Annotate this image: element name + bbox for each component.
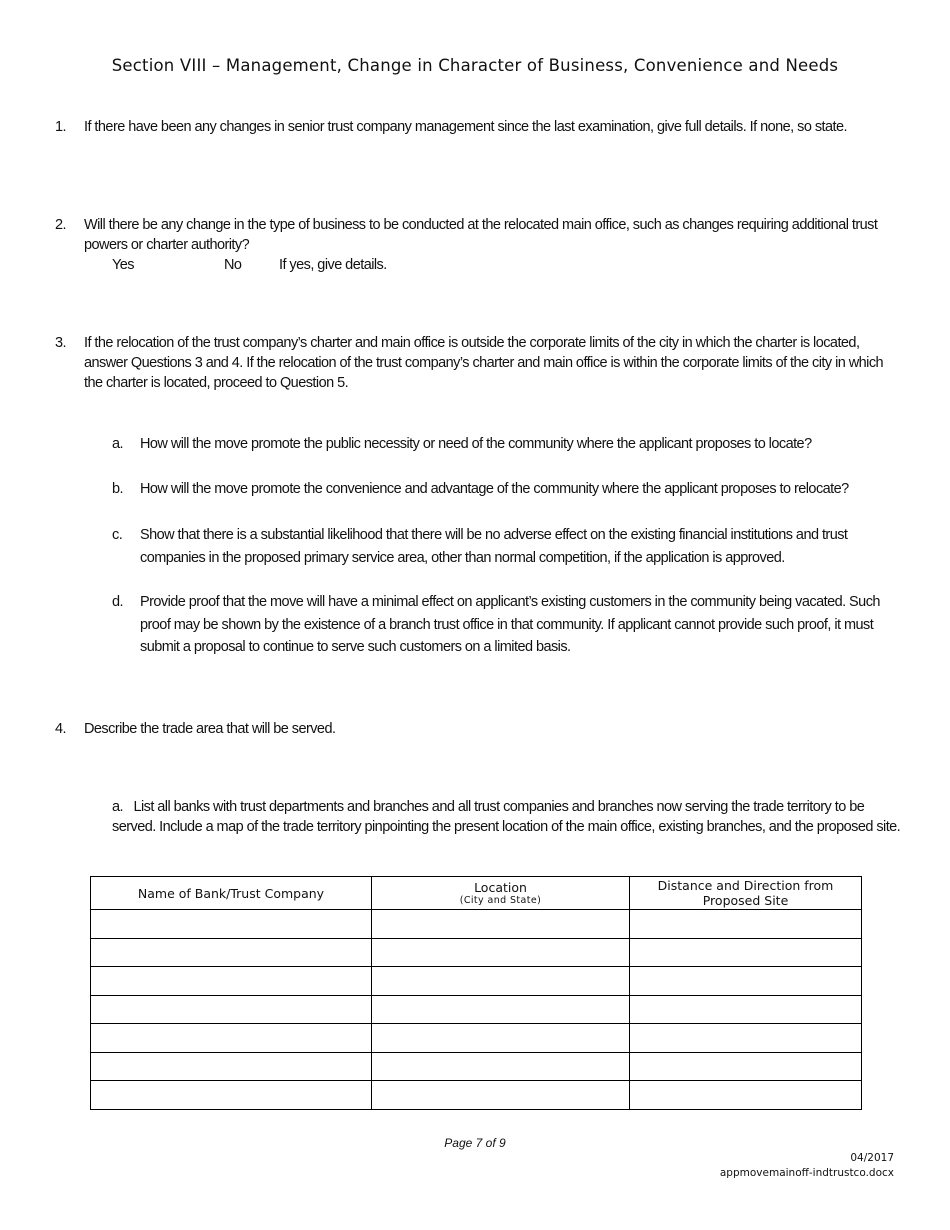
no-option[interactable]: No	[224, 257, 242, 273]
table-row	[91, 910, 862, 939]
question-3	[55, 333, 895, 393]
question-4	[55, 719, 895, 739]
table-cell[interactable]	[372, 995, 630, 1024]
question-3d	[112, 591, 892, 659]
question-number: 4.	[55, 721, 66, 737]
yes-no-row	[55, 255, 895, 275]
table-row	[91, 1052, 862, 1081]
question-number: 2.	[55, 217, 66, 233]
sub-text: Provide proof that the move will have a minimal effect on applicant’s existing customers in the community being vacated. Such proof may be shown by the existence of a branch trust office in that community. If applicant cannot provide such proof, it must submit a proposal to continue to serve such customers on a limited basis.	[140, 594, 880, 655]
sub-letter: a.	[112, 799, 123, 815]
table-cell[interactable]	[372, 938, 630, 967]
table-cell[interactable]	[372, 1024, 630, 1053]
sub-letter: c.	[112, 527, 123, 543]
table-cell[interactable]	[630, 910, 862, 939]
table-row	[91, 1024, 862, 1053]
form-date: 04/2017	[850, 1152, 894, 1164]
table-cell[interactable]	[630, 1024, 862, 1053]
table-row	[91, 967, 862, 996]
question-text: If there have been any changes in senior trust company management since the last examination, give full details. If none, so state.	[84, 119, 847, 135]
table-cell[interactable]	[630, 1081, 862, 1110]
table-cell[interactable]	[372, 967, 630, 996]
column-header-location: Location (City and State)	[372, 877, 630, 910]
table-row	[91, 995, 862, 1024]
table-cell[interactable]	[372, 1081, 630, 1110]
table-cell[interactable]	[91, 910, 372, 939]
table-cell[interactable]	[91, 995, 372, 1024]
question-3c	[112, 524, 892, 569]
section-title: Section VIII – Management, Change in Character of Business, Convenience and Needs	[111, 56, 839, 75]
sub-letter: d.	[112, 594, 123, 610]
question-2	[55, 215, 895, 275]
question-4a	[112, 797, 902, 837]
table-cell[interactable]	[372, 1052, 630, 1081]
page-number: Page 7 of 9	[444, 1136, 506, 1150]
sub-text: List all banks with trust departments and branches and all trust companies and branches now serving the trade territory to be served. Include a map of the trade territory pinpointing the present location of the main office, existing branches, and the proposed site.	[112, 799, 901, 835]
table-row	[91, 938, 862, 967]
question-text: Will there be any change in the type of business to be conducted at the relocated main office, such as changes requiring additional trust powers or charter authority?	[84, 217, 878, 253]
table-cell[interactable]	[91, 1052, 372, 1081]
sub-text: Show that there is a substantial likelihood that there will be no adverse effect on the existing financial institutions and trust companies in the proposed primary service area, other than normal competition, if the application is approved.	[140, 527, 848, 566]
sub-letter: b.	[112, 481, 123, 497]
file-name: appmovemainoff-indtrustco.docx	[719, 1167, 894, 1179]
table-cell[interactable]	[630, 1052, 862, 1081]
question-1	[55, 117, 895, 137]
question-3b	[112, 478, 892, 501]
table-header-row	[91, 877, 862, 910]
question-text: Describe the trade area that will be served.	[84, 721, 336, 737]
sub-text: How will the move promote the convenience and advantage of the community where the applicant proposes to relocate?	[140, 481, 849, 497]
table-cell[interactable]	[91, 938, 372, 967]
table-row	[91, 1081, 862, 1110]
question-number: 3.	[55, 335, 66, 351]
table-cell[interactable]	[630, 967, 862, 996]
table-cell[interactable]	[630, 995, 862, 1024]
sub-text: How will the move promote the public necessity or need of the community where the applicant proposes to locate?	[140, 436, 812, 452]
table-cell[interactable]	[91, 1081, 372, 1110]
question-text: If the relocation of the trust company’s charter and main office is outside the corporate limits of the city in which the charter is located, answer Questions 3 and 4. If the relocation of the trust company’s charter and main office is within the corporate limits of the city in which the charter is located, proceed to Question 5.	[84, 335, 884, 391]
question-number: 1.	[55, 119, 66, 135]
table-cell[interactable]	[91, 967, 372, 996]
sub-letter: a.	[112, 436, 123, 452]
footer-info	[720, 1151, 894, 1181]
table-cell[interactable]	[91, 1024, 372, 1053]
bank-list-table	[90, 876, 862, 1110]
yes-option[interactable]: Yes	[112, 257, 135, 273]
table-cell[interactable]	[630, 938, 862, 967]
table-cell[interactable]	[372, 910, 630, 939]
column-header-name: Name of Bank/Trust Company	[91, 877, 372, 910]
details-label: If yes, give details.	[279, 257, 387, 273]
column-header-distance: Distance and Direction from Proposed Site	[630, 877, 862, 910]
question-3a	[112, 433, 892, 456]
